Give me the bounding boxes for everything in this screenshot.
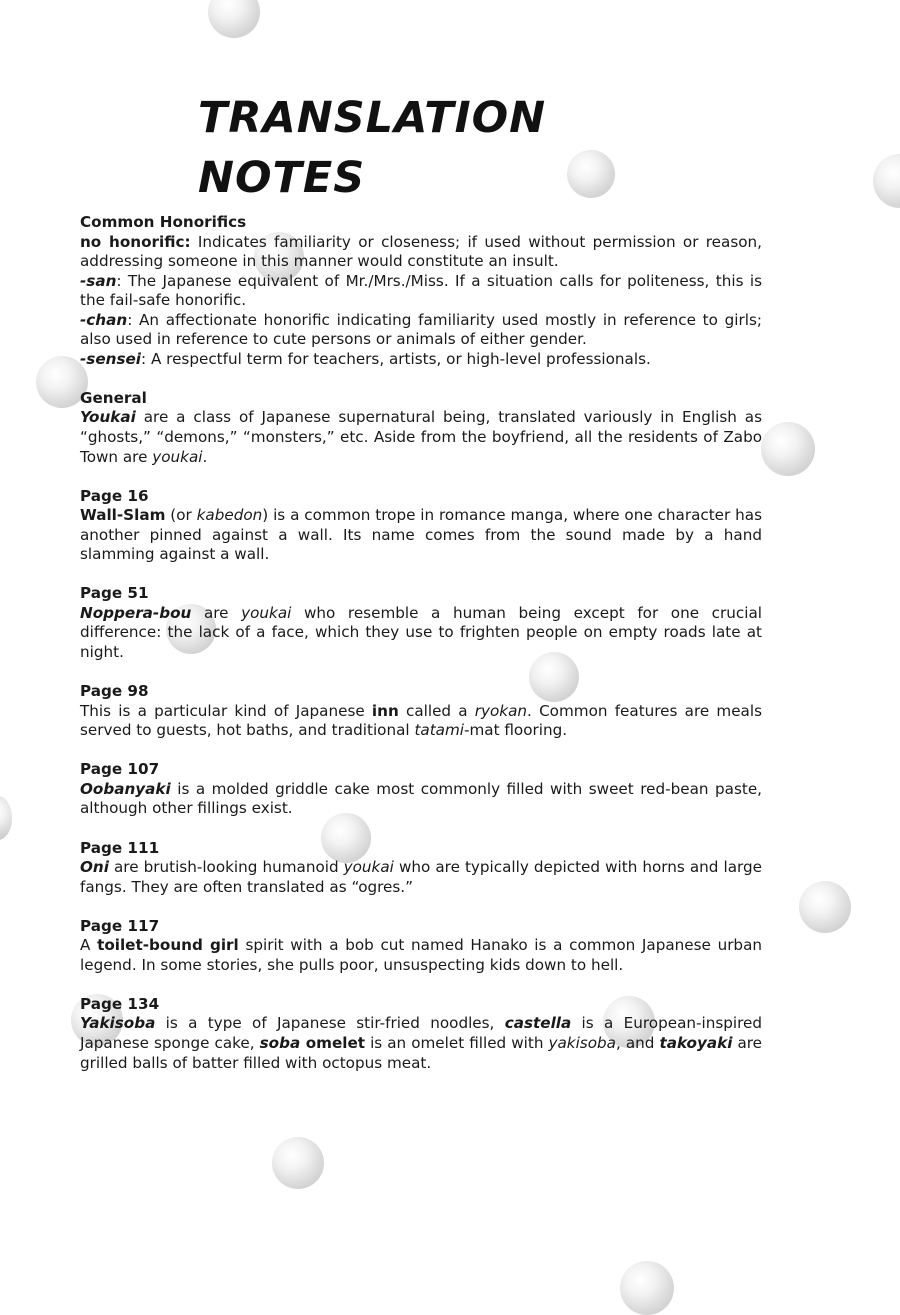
term: -sensei: [80, 349, 142, 368]
note-ryokan: [80, 702, 762, 741]
note-text: .: [202, 447, 208, 466]
note-text: : An affectionate honorific indicating familiarity used mostly in reference to girls; also used in reference to cute persons or animals of either gender.: [80, 310, 762, 349]
note-sensei: [80, 350, 762, 370]
note-text: : A respectful term for teachers, artists, or high-level professionals.: [141, 349, 651, 368]
bubble-decoration: [208, 0, 260, 38]
note-text: who are typically depicted with horns and large fangs. They are often translated as “ogres.”: [80, 858, 762, 896]
term: takoyaki: [659, 1033, 733, 1052]
note-noppera-bou: [80, 604, 762, 663]
note-text: , and: [615, 1033, 660, 1052]
note-text: is an omelet filled with: [365, 1033, 549, 1052]
term: castella: [504, 1014, 572, 1033]
bubble-decoration: [272, 1137, 324, 1189]
note-toilet-bound-girl: [80, 936, 762, 975]
note-text: called a: [398, 701, 475, 720]
bubble-decoration: [620, 1261, 674, 1315]
section-page-98: [80, 682, 762, 741]
note-yakisoba: [80, 1014, 762, 1073]
bubble-decoration: [873, 154, 900, 208]
italic-term: youkai: [241, 603, 292, 622]
section-heading: Page 117: [80, 916, 160, 935]
note-text: spirit with a bob cut named Hanako is a common Japanese urban legend. In some stories, she pulls poor, unsuspecting kids down to hell.: [80, 936, 763, 974]
note-text: This is a particular kind of Japanese: [80, 701, 372, 720]
section-page-107: [80, 760, 762, 819]
note-san: [80, 272, 762, 311]
note-text: A: [80, 936, 98, 955]
note-text: are a class of Japanese supernatural being, translated variously in English as “ghosts,” “demons,” “monsters,” etc. Aside from the boyfriend, all the residents of Zabo Town are: [80, 408, 762, 466]
section-heading: Page 134: [80, 994, 160, 1013]
note-wall-slam: [80, 506, 762, 565]
term: soba: [259, 1033, 301, 1052]
note-text: : The Japanese equivalent of Mr./Mrs./Miss. If a situation calls for politeness, this is the fail-safe honorific.: [80, 271, 762, 310]
note-text: Indicates familiarity or closeness; if used without permission or reason, addressing someone in this manner would constitute an insult.: [80, 232, 762, 271]
note-text: is a type of Japanese stir-fried noodles,: [155, 1014, 505, 1033]
note-text: -mat flooring.: [463, 721, 568, 740]
italic-term: kabedon: [196, 506, 263, 525]
note-text: who resemble a human being except for one crucial difference: the lack of a face, which they use to frighten people on empty roads late at night.: [80, 603, 762, 662]
section-heading: Page 51: [80, 584, 149, 603]
note-text: is a molded griddle cake most commonly filled with sweet red-bean paste, although other fillings exist.: [80, 779, 762, 818]
term: Noppera-bou: [80, 603, 192, 622]
note-text: (or: [165, 506, 197, 525]
section-heading: Page 107: [80, 760, 160, 779]
term: Yakisoba: [80, 1014, 156, 1033]
note-text: ) is a common trope in romance manga, where one character has another pinned against a wall. Its name comes from the sound made by a hand slamming against a wall.: [80, 506, 762, 564]
bubble-decoration: [567, 150, 615, 198]
section-heading: General: [80, 388, 147, 407]
note-no-honorific: [80, 233, 762, 272]
section-heading: Page 16: [80, 486, 149, 505]
section-heading: Page 111: [80, 838, 160, 857]
section-page-111: [80, 839, 762, 898]
term: omelet: [300, 1033, 366, 1052]
term: no honorific:: [80, 232, 191, 251]
term: Oobanyaki: [80, 779, 171, 798]
note-youkai: [80, 408, 762, 467]
section-page-51: [80, 584, 762, 662]
italic-term: yakisoba: [548, 1033, 616, 1052]
italic-term: tatami: [414, 721, 464, 740]
term: Youkai: [80, 408, 136, 427]
bubble-decoration: [0, 796, 12, 840]
term: Wall-Slam: [80, 506, 166, 525]
note-text: is a European-inspired Japanese sponge cake,: [80, 1014, 762, 1052]
term: Oni: [80, 858, 109, 877]
section-heading: Page 98: [80, 682, 149, 701]
section-page-16: [80, 487, 762, 565]
bubble-decoration: [761, 422, 815, 476]
section-heading: Common Honorifics: [80, 213, 247, 231]
term: -chan: [80, 310, 128, 329]
notes-content: [80, 213, 762, 1093]
note-oobanyaki: [80, 780, 762, 819]
section-general: [80, 389, 762, 467]
section-page-117: [80, 917, 762, 976]
section-common-honorifics: [80, 213, 762, 369]
term: inn: [371, 701, 399, 720]
italic-term: youkai: [343, 858, 394, 877]
term: toilet-bound girl: [97, 936, 239, 955]
note-text: . Common features are meals served to guests, hot baths, and traditional: [80, 701, 762, 740]
note-oni: [80, 858, 762, 897]
note-text: are: [191, 603, 242, 622]
note-chan: [80, 311, 762, 350]
page-title: TRANSLATION NOTES: [198, 93, 547, 203]
bubble-decoration: [799, 881, 851, 933]
note-text: are brutish-looking humanoid: [108, 858, 344, 877]
term: -san: [80, 271, 117, 290]
italic-term: ryokan: [474, 701, 528, 720]
italic-term: youkai: [152, 447, 203, 466]
note-text: are grilled balls of batter filled with octopus meat.: [80, 1033, 763, 1072]
section-page-134: [80, 995, 762, 1073]
